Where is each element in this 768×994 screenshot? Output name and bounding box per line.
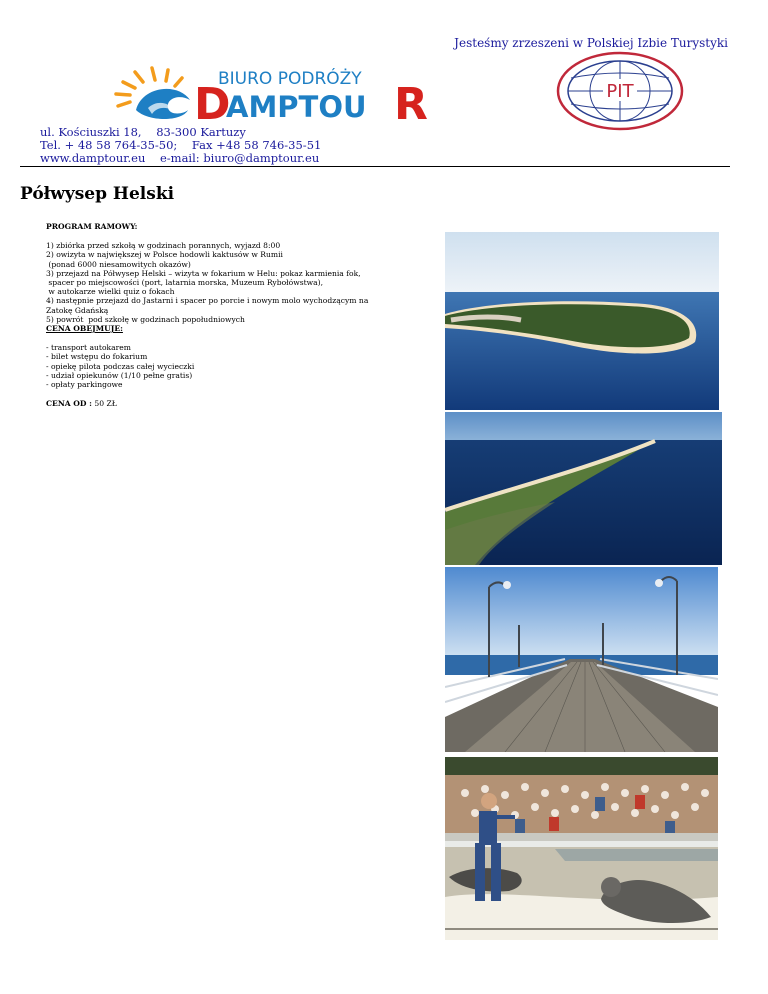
photo-hel-aerial: [445, 232, 719, 410]
includes-item: - transport autokarem: [46, 343, 131, 353]
logo-letter-d: D: [194, 79, 231, 122]
logo-name: AMPTOU: [226, 90, 367, 122]
damptour-logo: [108, 64, 438, 122]
program-item: 2) owizyta w największej w Polsce hodowli kaktusów w Rumii: [46, 250, 283, 260]
program-item: (ponad 6000 niesamowitych okazów): [46, 259, 191, 269]
program-item: spacer po miejscowości (port, latarnia morska, Muzeum Rybołówstwa),: [46, 278, 324, 288]
logo-letter-r: R: [394, 79, 428, 122]
photo-pier: [445, 567, 718, 752]
header-divider: [20, 166, 730, 167]
phone-line: Tel. + 48 58 764-35-50; Fax +48 58 746-35-51: [40, 138, 322, 152]
program-item: 3) przejazd na Półwysep Helski – wizyta w fokarium w Helu: pokaz karmienia fok,: [46, 268, 361, 278]
photo-seal-show: [445, 757, 718, 940]
membership-note: Jesteśmy zrzeszeni w Polskiej Izbie Turystyki: [454, 36, 728, 50]
page-title: Półwysep Helski: [20, 184, 175, 204]
price-label: CENA OD :: [46, 399, 92, 409]
price-value: 50 ZŁ: [94, 399, 117, 409]
program-heading: PROGRAM RAMOWY:: [46, 222, 138, 231]
contact-block: [40, 126, 321, 165]
price-includes-heading: CENA OBEJMUJE:: [46, 324, 123, 334]
web-email-line[interactable]: www.damptour.eu e-mail: biuro@damptour.eu: [40, 151, 320, 165]
program-item: 1) zbiórka przed szkołą w godzinach porannych, wyjazd 8:00: [46, 241, 281, 251]
includes-item: - udział opiekunów (1/10 pełne gratis): [46, 370, 193, 380]
photo-spit-aerial: [445, 412, 722, 565]
program-item: w autokarze wielki quiz o fokach: [46, 287, 175, 297]
address-line: ul. Kościuszki 18, 83-300 Kartuzy: [40, 125, 246, 139]
logo-tagline: BIURO PODRÓŻY: [218, 69, 362, 89]
program-item: 5) powrót pod szkołę w godzinach popołudniowych: [46, 314, 245, 324]
pit-logo-text: PIT: [606, 81, 634, 102]
includes-item: - bilet wstępu do fokarium: [46, 352, 148, 362]
price-line: [46, 399, 366, 408]
includes-item: - opiekę pilota podczas całej wycieczki: [46, 361, 195, 371]
program-item: Zatokę Gdańską: [46, 305, 109, 315]
includes-item: - opłaty parkingowe: [46, 380, 123, 390]
program-section: [46, 222, 369, 409]
sun-wave-icon: [116, 68, 190, 119]
pit-logo: [555, 50, 685, 132]
program-item: 4) następnie przejazd do Jastarni i spacer po porcie i nowym molo wychodzącym na: [46, 296, 369, 306]
